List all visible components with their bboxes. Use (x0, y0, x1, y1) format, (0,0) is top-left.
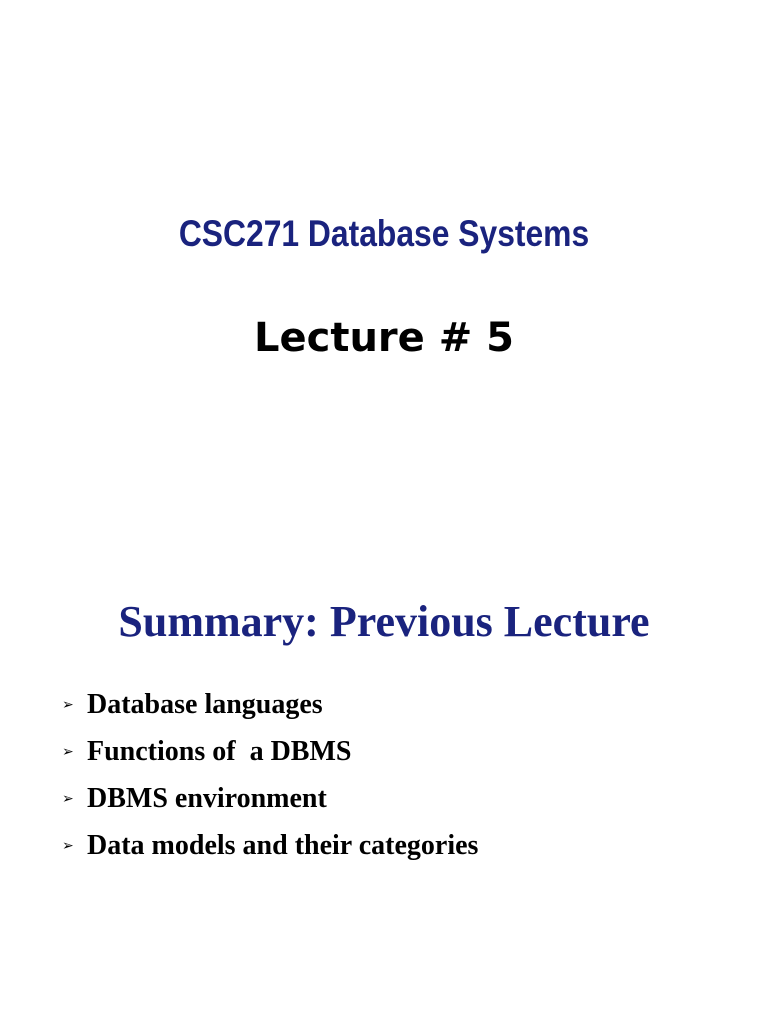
list-item (62, 775, 478, 823)
lecture-title: Lecture # 5 (254, 315, 514, 361)
arrowhead-bullet-icon: ➢ (62, 697, 74, 713)
summary-heading: Summary: Previous Lecture (118, 597, 650, 646)
course-title: CSC271 Database Systems (178, 213, 590, 254)
bullet-text: Functions of a DBMS (87, 736, 352, 767)
bullet-text: DBMS environment (87, 783, 327, 814)
arrowhead-bullet-icon: ➢ (62, 744, 74, 760)
list-item (62, 681, 478, 729)
bullet-text: Data models and their categories (87, 830, 479, 861)
arrowhead-bullet-icon: ➢ (62, 791, 74, 807)
bullet-text: Database languages (87, 689, 323, 720)
list-item (62, 728, 478, 776)
list-item (62, 822, 478, 870)
summary-bullet-list (62, 681, 478, 869)
arrowhead-bullet-icon: ➢ (62, 838, 74, 854)
